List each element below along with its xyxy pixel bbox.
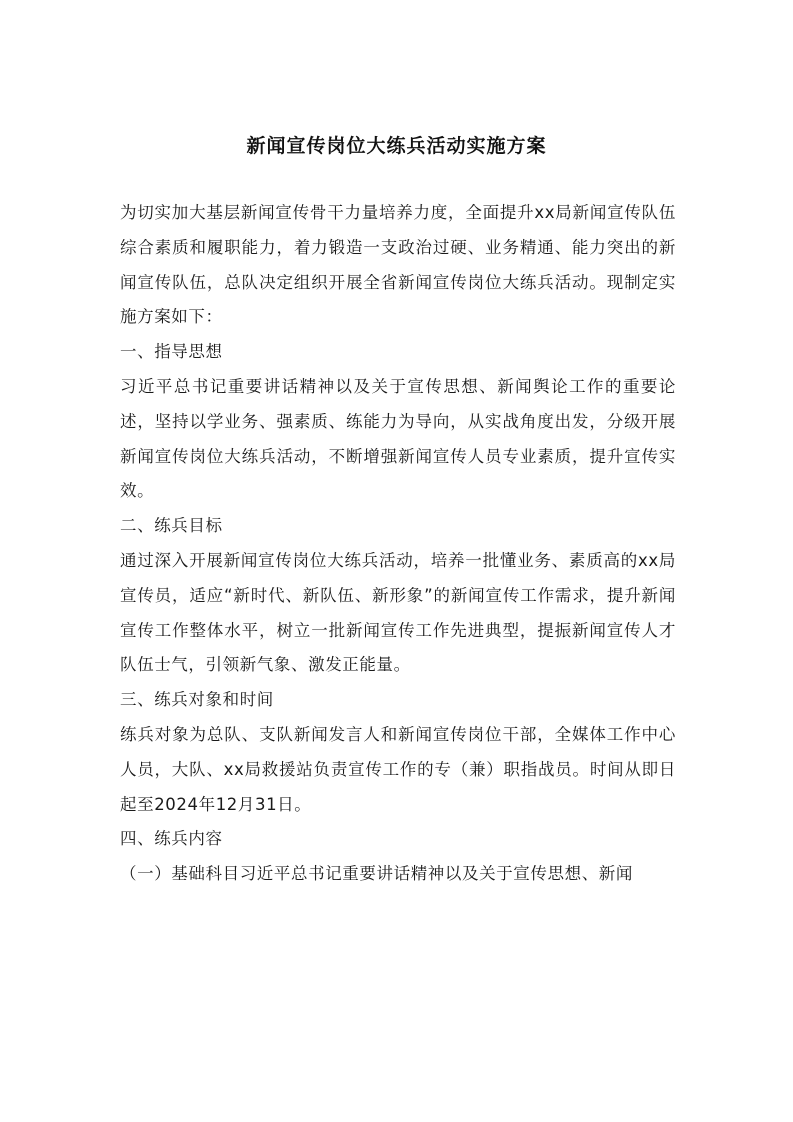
section-text-training-content: （一）基础科目习近平总书记重要讲话精神以及关于宣传思想、新闻 — [120, 864, 633, 884]
section-heading-training-goals: 二、练兵目标 — [120, 516, 223, 536]
section-heading-guiding-ideology: 一、指导思想 — [120, 342, 223, 362]
section-heading-targets-and-time: 三、练兵对象和时间 — [120, 690, 274, 710]
intro-paragraph: 为切实加大基层新闻宣传骨干力量培养力度，全面提升xx局新闻宣传队伍综合素质和履职能力，着力锻造一支政治过硬、业务精通、能力突出的新闻宣传队伍，总队决定组织开展全省新闻宣传岗位大练兵活动。现制定实施方案如下： — [120, 203, 676, 327]
document-body — [120, 196, 676, 892]
section-text-training-goals: 通过深入开展新闻宣传岗位大练兵活动，培养一批懂业务、素质高的xx局宣传员，适应“新时代、新队伍、新形象”的新闻宣传工作需求，提升新闻宣传工作整体水平，树立一批新闻宣传工作先进典型，提振新闻宣传人才队伍士气，引领新气象、激发正能量。 — [120, 550, 676, 675]
section-text-targets-and-time: 练兵对象为总队、支队新闻发言人和新闻宣传岗位干部，全媒体工作中心人员，大队、xx局救援站负责宣传工作的专（兼）职指战员。时间从即日起至2024年12月31日。 — [120, 724, 676, 814]
section-heading-training-content: 四、练兵内容 — [120, 829, 223, 849]
section-text-guiding-ideology: 习近平总书记重要讲话精神以及关于宣传思想、新闻舆论工作的重要论述，坚持以学业务、强素质、练能力为导向，从实战角度出发，分级开展新闻宣传岗位大练兵活动，不断增强新闻宣传人员专业素质，提升宣传实效。 — [120, 376, 676, 501]
document-title: 新闻宣传岗位大练兵活动实施方案 — [246, 135, 547, 157]
